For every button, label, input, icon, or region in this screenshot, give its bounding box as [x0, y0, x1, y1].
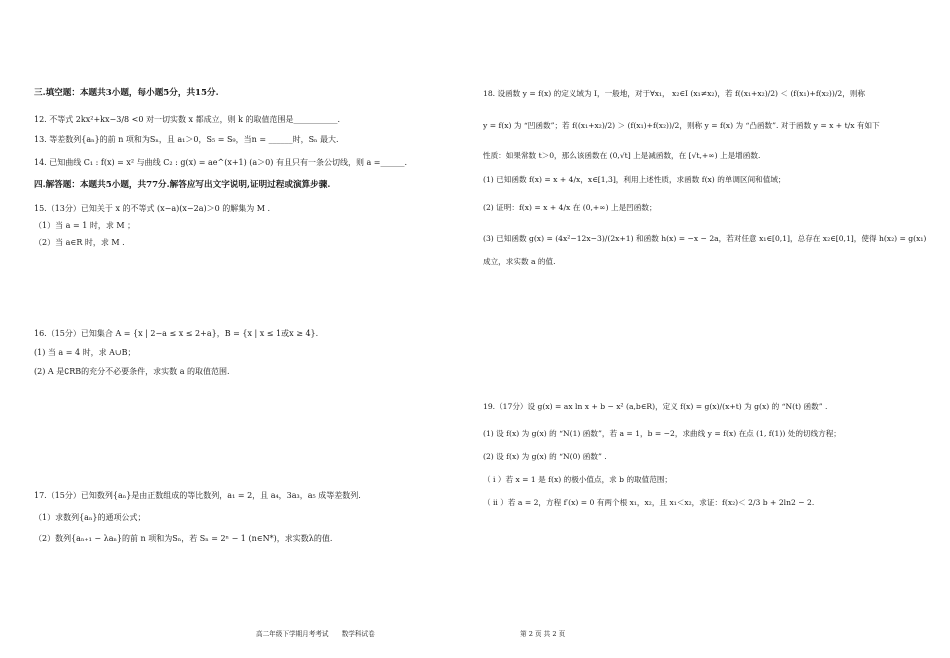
question-19-part-2: (2) 设 f(x) 为 g(x) 的 “N(0) 函数” .	[483, 452, 607, 461]
question-17-part-1: （1）求数列{aₙ}的通项公式；	[34, 513, 146, 522]
solution-section-heading: 四.解答题：本题共5小题，共77分.解答应写出文字说明,证明过程或演算步骤.	[34, 180, 331, 190]
footer-exam-title: 高二年级下学期月考考试 数学科试卷	[256, 630, 375, 638]
question-18-property: 性质：如果常数 t＞0，那么该函数在 (0,√t] 上是减函数，在 [√t,+∞) 上是增函数.	[483, 151, 761, 160]
question-15-stem: 15.（13分）已知关于 x 的不等式 (x−a)(x−2a)＞0 的解集为 M .	[34, 204, 271, 213]
question-16-part-1: (1) 当 a = 4 时，求 A∪B；	[34, 348, 136, 357]
question-18-part-3: (3) 已知函数 g(x) = (4x²−12x−3)/(2x+1) 和函数 h(x) = −x − 2a，若对任意 x₁∈[0,1]，总存在 x₂∈[0,1]，使得 h(x₂) = g(x₁)	[483, 234, 927, 243]
question-18-definition: y = f(x) 为 “凹函数”；若 f((x₁+x₂)/2) ＞ (f(x₁)+f(x₂))/2，则称 y = f(x) 为 “凸函数”. 对于函数 y = x + t/x 有如下	[483, 121, 880, 130]
question-18-part-2: (2) 证明：f(x) = x + 4/x 在 (0,+∞) 上是凹函数；	[483, 203, 657, 212]
question-12: 12. 不等式 2kx²+kx−3/8 <0 对一切实数 x 都成立，则 k 的取值范围是___________.	[34, 115, 341, 124]
question-17-stem: 17.（15分）已知数列{aₙ}是由正数组成的等比数列，a₁ = 2，且 a₄，3a₃，a₅ 成等差数列.	[34, 491, 361, 500]
question-15-part-1: （1）当 a = 1 时，求 M ；	[34, 221, 136, 230]
question-14: 14. 已知曲线 C₁ : f(x) = x² 与曲线 C₂ : g(x) = ae^(x+1) (a＞0) 有且只有一条公切线，则 a =______.	[34, 158, 408, 167]
question-16-stem: 16.（15分）已知集合 A = {x | 2−a ≤ x ≤ 2+a}，B = {x | x ≤ 1或x ≥ 4}.	[34, 329, 319, 338]
question-16-part-2: (2) A 是∁RB的充分不必要条件，求实数 a 的取值范围.	[34, 367, 230, 376]
question-19-part-1: (1) 设 f(x) 为 g(x) 的 “N(1) 函数”，若 a = 1，b = −2，求曲线 y = f(x) 在点 (1, f(1)) 处的切线方程；	[483, 429, 841, 438]
question-19-stem: 19.（17分）设 g(x) = ax ln x + b − x² (a,b∈R)，定义 f(x) = g(x)/(x+t) 为 g(x) 的 “N(t) 函数” .	[483, 402, 828, 411]
fill-in-section-heading: 三.填空题：本题共3小题，每小题5分，共15分.	[34, 88, 219, 98]
question-19-part-2-ii: （ ii ）若 a = 2，方程 f′(x) = 0 有两个根 x₁，x₂，且 x₁＜x₂，求证：f(x₂)＜ 2/3 b + 2ln2 − 2.	[483, 498, 815, 507]
question-17-part-2: （2）数列{aₙ₊₁ − λaₙ}的前 n 项和为Sₙ，若 Sₙ = 2ⁿ − 1 (n∈N*)，求实数λ的值.	[34, 534, 333, 543]
question-18-stem: 18. 设函数 y = f(x) 的定义域为 I，一般地，对于∀x₁， x₂∈I (x₁≠x₂)，若 f((x₁+x₂)/2) ＜ (f(x₁)+f(x₂))/2，则称	[483, 89, 866, 98]
question-19-part-2-i: （ i ）若 x = 1 是 f(x) 的极小值点，求 b 的取值范围；	[483, 475, 673, 484]
question-18-part-1: (1) 已知函数 f(x) = x + 4/x，x∈[1,3]，利用上述性质，求函数 f(x) 的单调区间和值域；	[483, 175, 786, 184]
question-18-part-3-end: 成立，求实数 a 的值.	[483, 257, 556, 266]
footer-page-number: 第 2 页 共 2 页	[520, 630, 566, 638]
question-13: 13. 等差数列{aₙ}的前 n 项和为Sₙ，且 a₁＞0，S₅ = S₉，当n = ______时，Sₙ 最大.	[34, 135, 339, 144]
question-15-part-2: （2）当 a∈R 时，求 M .	[34, 238, 125, 247]
